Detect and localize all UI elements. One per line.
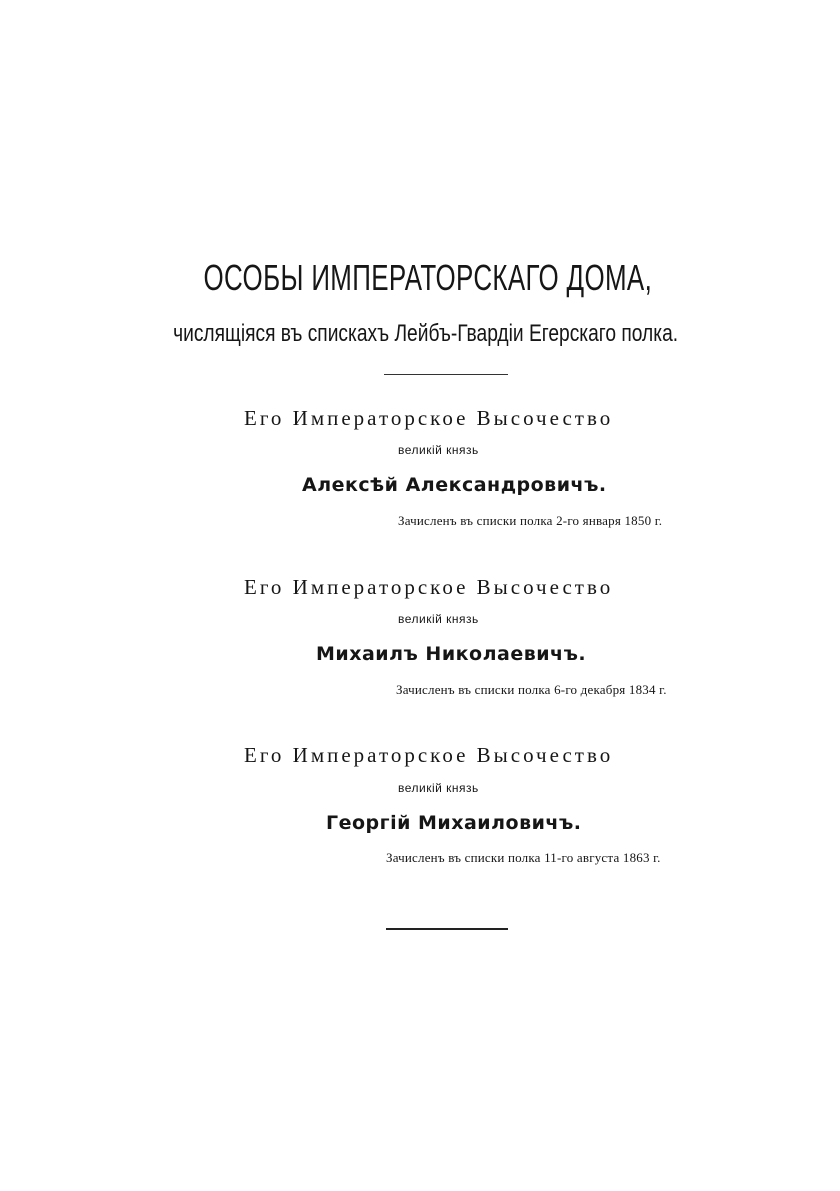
person-1-name: Алексѣй Александровичъ. bbox=[302, 474, 607, 496]
divider-top bbox=[384, 374, 508, 375]
person-2-name: Михаилъ Николаевичъ. bbox=[316, 643, 587, 665]
person-2-enlisted: Зачисленъ въ списки полка 6-го декабря 1834 г. bbox=[396, 682, 667, 697]
person-3-name: Георгій Михаиловичъ. bbox=[326, 812, 582, 834]
person-2-title: великій князь bbox=[398, 612, 479, 626]
person-3-title: великій князь bbox=[398, 781, 479, 795]
page-subtitle: числящіяся въ спискахъ Лейбъ-Гвардіи Егерскаго полка. bbox=[173, 320, 679, 347]
person-3-enlisted: Зачисленъ въ списки полка 11-го августа 1863 г. bbox=[386, 850, 661, 865]
person-2-honorific: Его Императорское Высочество bbox=[244, 575, 614, 599]
page-title: ОСОБЫ ИМПЕРАТОРСКАГО ДОМА, bbox=[203, 257, 653, 298]
person-1-enlisted: Зачисленъ въ списки полка 2-го января 1850 г. bbox=[398, 513, 663, 528]
person-3-honorific: Его Императорское Высочество bbox=[244, 743, 614, 767]
divider-bottom bbox=[386, 928, 508, 930]
person-1-honorific: Его Императорское Высочество bbox=[244, 406, 614, 430]
person-1-title: великій князь bbox=[398, 443, 479, 457]
